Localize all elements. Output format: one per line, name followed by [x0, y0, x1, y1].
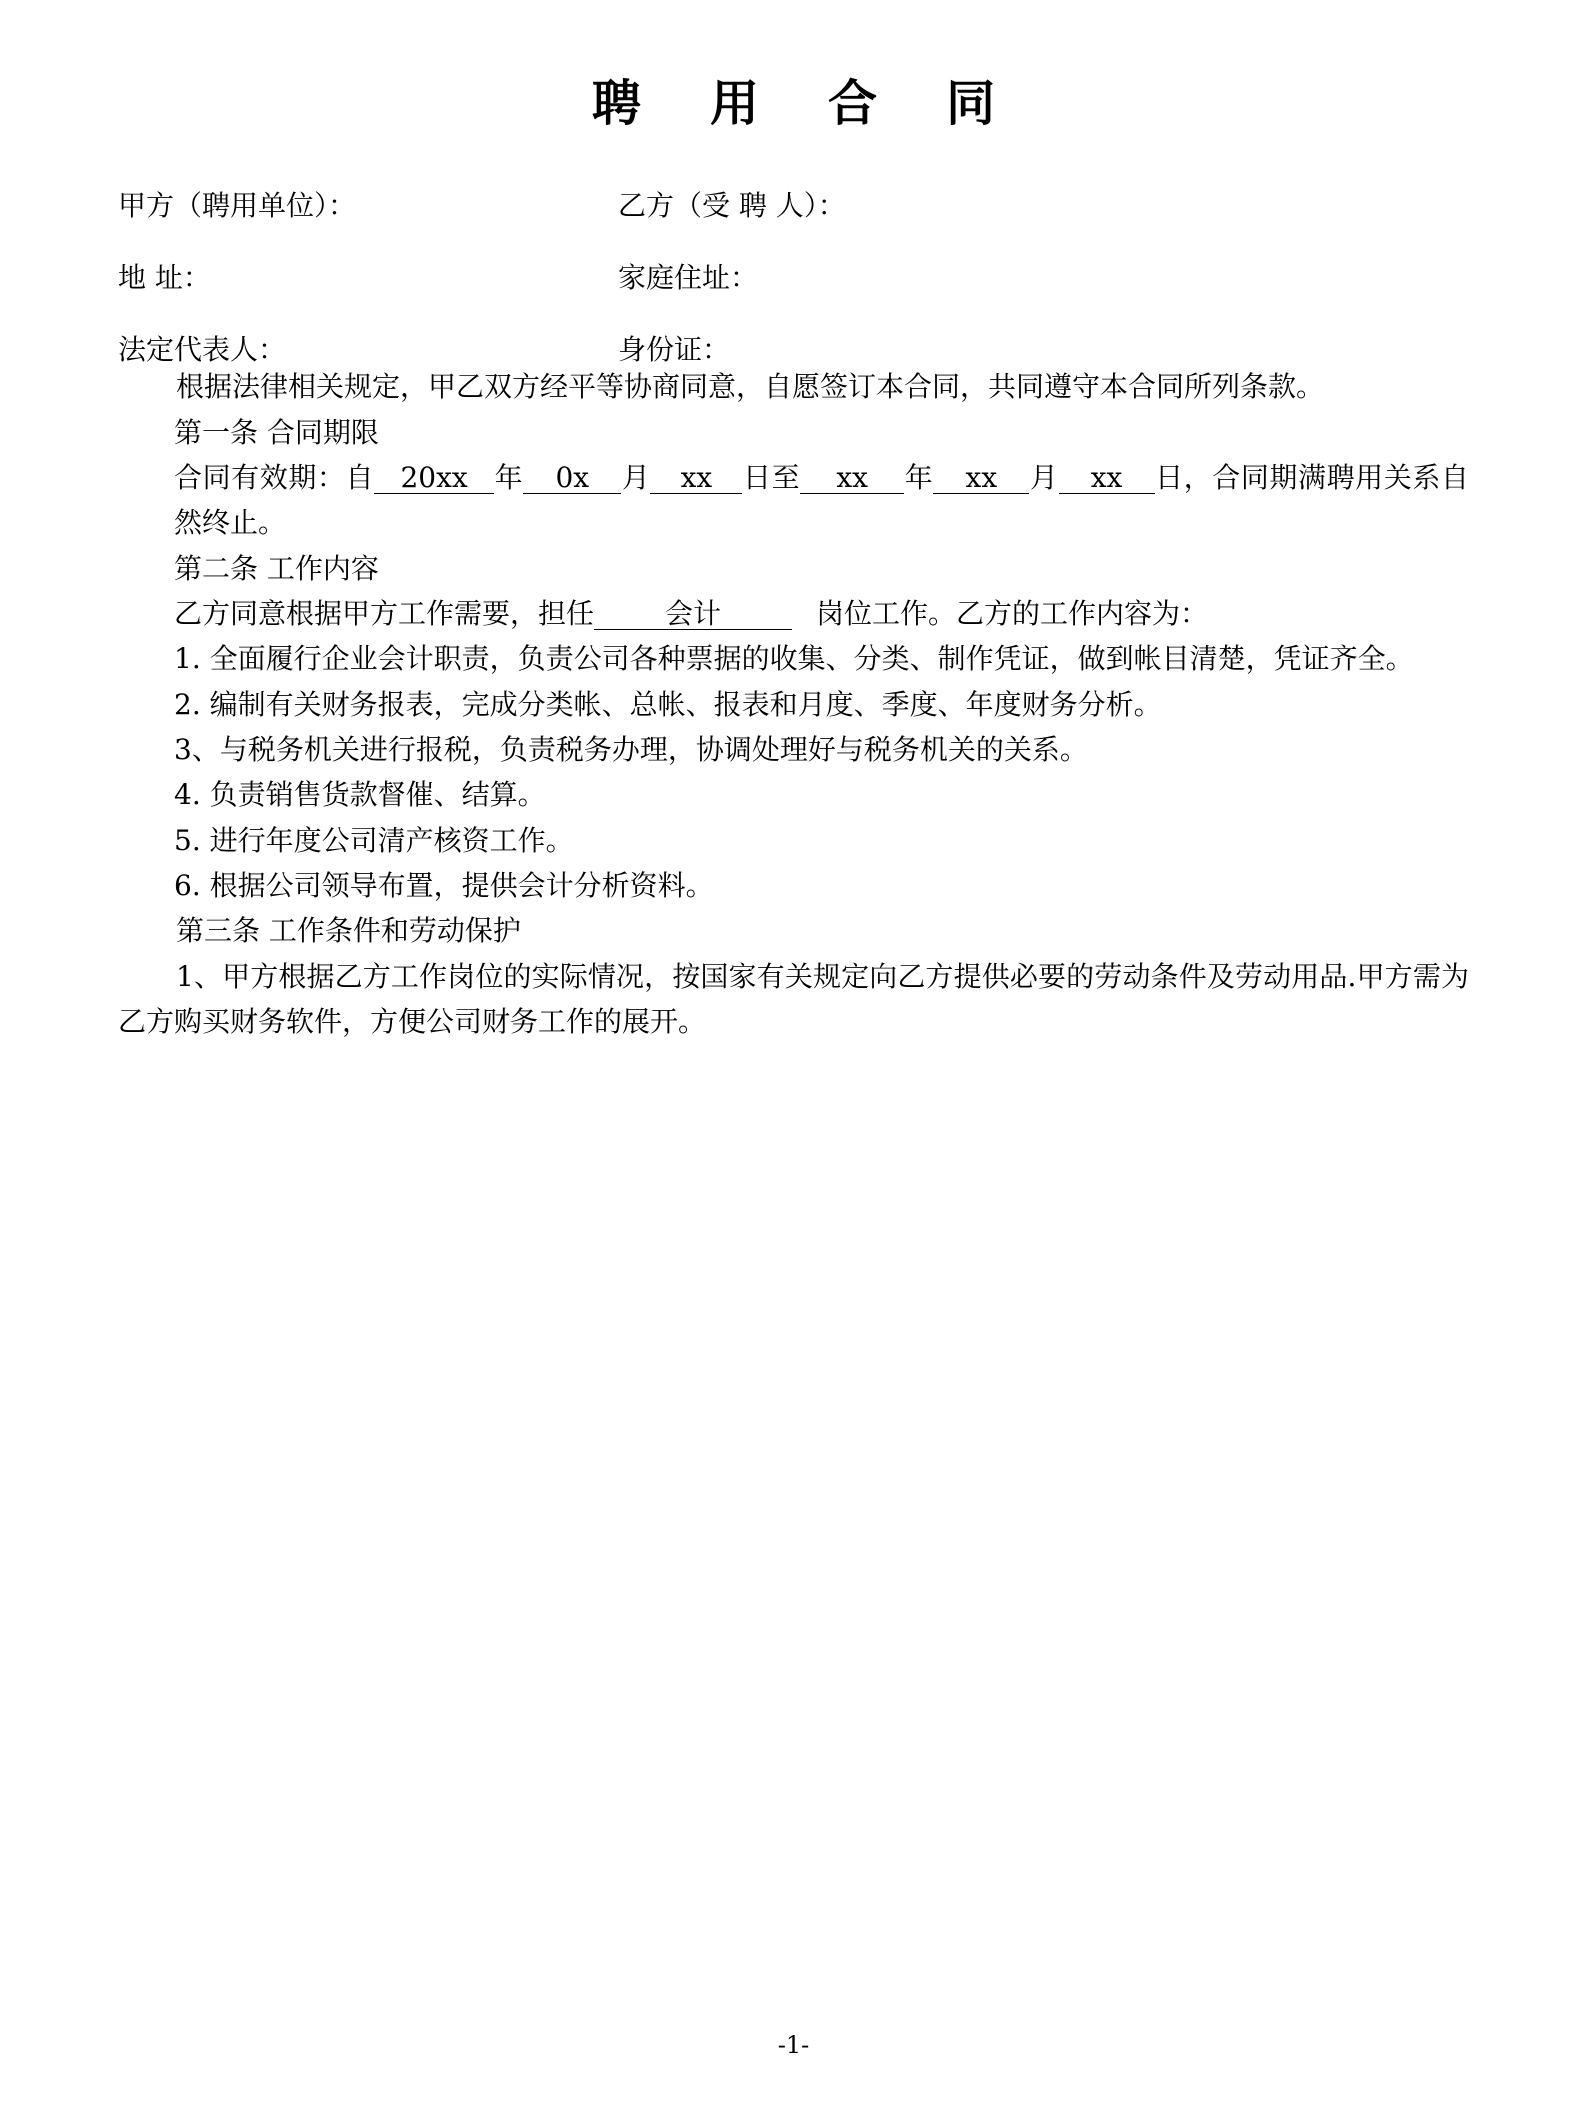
- list-item: 3、与税务机关进行报税，负责税务办理，协调处理好与税务机关的关系。: [174, 733, 1088, 767]
- end-day-char: 日: [1154, 460, 1184, 494]
- preamble-paragraph: 根据法律相关规定，甲乙双方经平等协商同意，自愿签订本合同，共同遵守本合同所列条款。: [176, 370, 1325, 404]
- page-number: -1-: [777, 2031, 810, 2059]
- list-item: 4. 负责销售货款督催、结算。: [174, 778, 546, 812]
- party-a-label: 甲方（聘用单位）：: [118, 189, 357, 223]
- start-year-blank[interactable]: 20xx: [374, 464, 494, 494]
- position-blank[interactable]: 会计: [594, 600, 792, 630]
- party-row-names: [118, 189, 1469, 223]
- year-char: 年: [494, 460, 524, 494]
- end-month-blank[interactable]: xx: [933, 464, 1029, 494]
- page-title: 聘 用 合 同: [591, 74, 1022, 132]
- article-2-lead-before: 乙方同意根据甲方工作需要，担任: [174, 596, 595, 630]
- article-2-lead-after: 岗位工作。乙方的工作内容为：: [816, 596, 1209, 630]
- list-item: 2. 编制有关财务报表，完成分类帐、总帐、报表和月度、季度、年度财务分析。: [174, 687, 1162, 721]
- legal-rep-label: 法定代表人：: [118, 333, 287, 367]
- party-row-legal: [118, 333, 1469, 367]
- list-item: 1. 全面履行企业会计职责，负责公司各种票据的收集、分类、制作凭证，做到帐目清楚，凭证齐全。: [174, 642, 1414, 676]
- article-2-lead-line: [118, 591, 1469, 636]
- day-char: 日至: [742, 460, 801, 494]
- start-day-blank[interactable]: xx: [650, 464, 742, 494]
- end-day-blank[interactable]: xx: [1059, 464, 1155, 494]
- article-3-heading: 第三条 工作条件和劳动保护: [176, 914, 521, 948]
- party-row-address: [118, 261, 1469, 295]
- end-year-char: 年: [904, 460, 934, 494]
- party-b-label: 乙方（受 聘 人）：: [618, 189, 846, 223]
- end-year-blank[interactable]: xx: [800, 464, 904, 494]
- article-3-item: 1、甲方根据乙方工作岗位的实际情况，按国家有关规定向乙方提供必要的劳动条件及劳动用品.甲方需为乙方购买财务软件，方便公司财务工作的展开。: [118, 959, 1469, 1039]
- article-1-term-line: [118, 455, 1469, 546]
- home-address-label: 家庭住址：: [618, 261, 759, 295]
- month-char: 月: [621, 460, 651, 494]
- id-card-label: 身份证：: [618, 333, 731, 367]
- list-item: 6. 根据公司领导布置，提供会计分析资料。: [174, 869, 714, 903]
- end-month-char: 月: [1029, 460, 1059, 494]
- list-item: 5. 进行年度公司清产核资工作。: [174, 823, 574, 857]
- article-2-heading: 第二条 工作内容: [174, 551, 379, 585]
- address-label: 地 址：: [118, 261, 211, 295]
- article-1-heading: 第一条 合同期限: [174, 415, 379, 449]
- article-1-tail: ，合同期满聘用关系自然终止。: [174, 460, 1469, 540]
- article-1-lead: 合同有效期：自: [174, 460, 375, 494]
- start-month-blank[interactable]: 0x: [523, 464, 621, 494]
